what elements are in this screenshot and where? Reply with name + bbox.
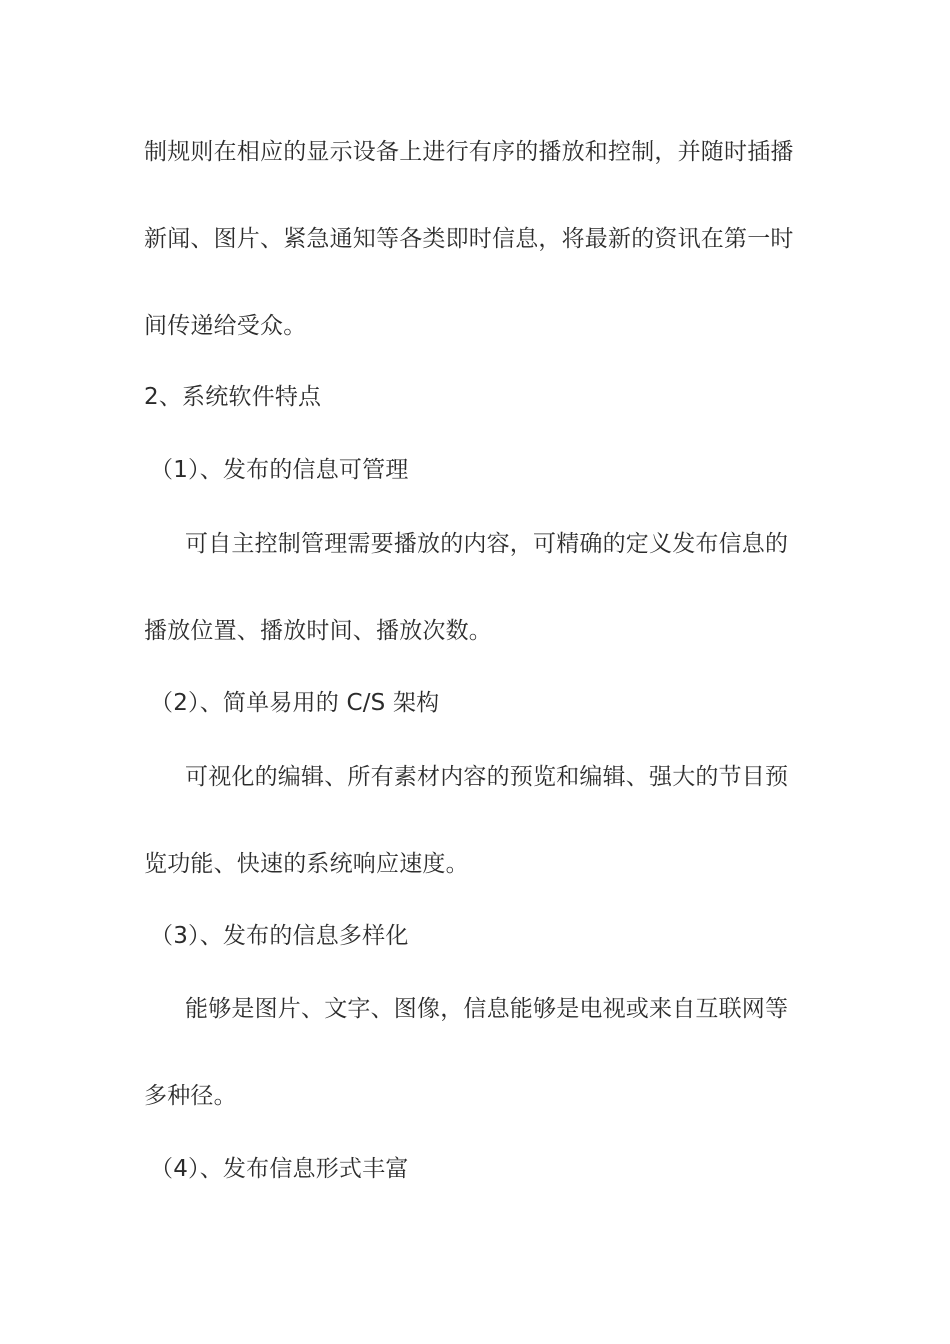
subsection-heading: （4）、发布信息形式丰富 xyxy=(150,1156,409,1182)
paragraph-line: 新闻、图片、紧急通知等各类即时信息，将最新的资讯在第一时 xyxy=(144,226,794,252)
paragraph-line: 制规则在相应的显示设备上进行有序的播放和控制，并随时插播 xyxy=(144,139,794,165)
paragraph-line: 播放位置、播放时间、播放次数。 xyxy=(144,618,492,644)
paragraph-line: 览功能、快速的系统响应速度。 xyxy=(144,851,469,877)
paragraph-line: 多种径。 xyxy=(144,1083,237,1109)
section-heading: 2、系统软件特点 xyxy=(144,384,322,410)
paragraph-line: 可自主控制管理需要播放的内容，可精确的定义发布信息的 xyxy=(185,531,789,557)
subsection-heading: （1）、发布的信息可管理 xyxy=(150,457,409,483)
paragraph-line: 能够是图片、文字、图像，信息能够是电视或来自互联网等 xyxy=(185,996,789,1022)
subsection-heading: （3）、发布的信息多样化 xyxy=(150,923,409,949)
paragraph-line: 间传递给受众。 xyxy=(144,313,307,339)
paragraph-line: 可视化的编辑、所有素材内容的预览和编辑、强大的节目预 xyxy=(185,764,789,790)
subsection-heading: （2）、简单易用的 C/S 架构 xyxy=(150,690,440,716)
